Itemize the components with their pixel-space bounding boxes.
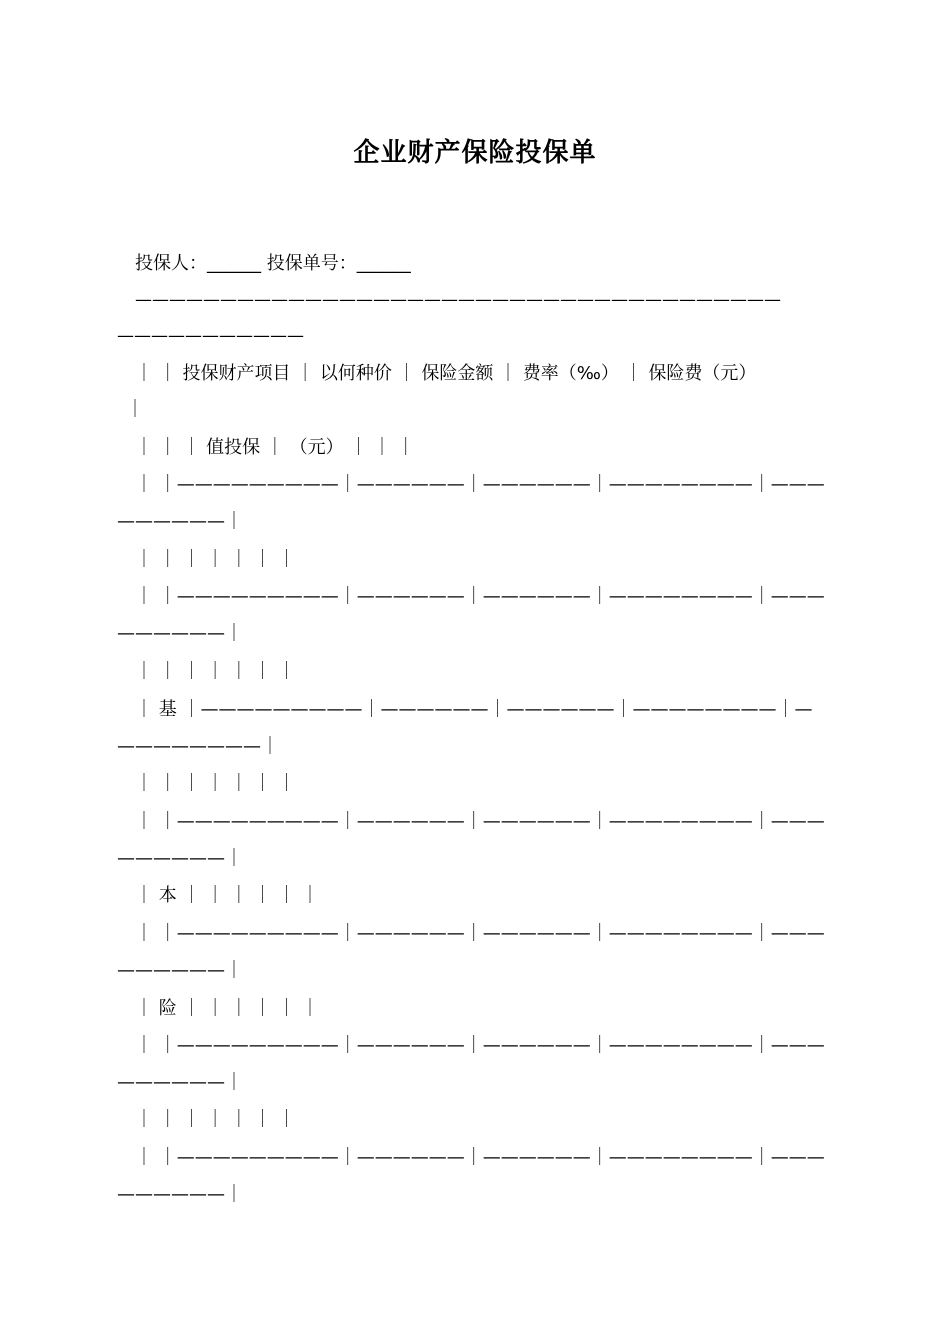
table-header-row-continued: ｜: [126, 399, 144, 420]
table-row: ｜ ｜ ｜ ｜ ｜ ｜ ｜: [135, 661, 296, 682]
table-row: ｜ ｜ ｜ ｜ ｜ ｜ ｜: [135, 1109, 296, 1130]
table-row-xian: ｜ 险 ｜ ｜ ｜ ｜ ｜ ｜: [135, 998, 320, 1019]
table-row-divider: ｜ ｜—————————｜——————｜——————｜————————｜———: [135, 811, 825, 832]
page-title: 企业财产保险投保单: [353, 138, 597, 168]
table-row: ｜ ｜ ｜ ｜ ｜ ｜ ｜: [135, 549, 296, 570]
policyholder-line: 投保人：______ 投保单号：______: [135, 253, 411, 274]
table-row-divider-continued: ——————｜: [117, 960, 243, 981]
table-row-divider: ｜ ｜—————————｜——————｜——————｜————————｜———: [135, 1147, 825, 1168]
separator-line-continued: ———————————: [117, 326, 304, 346]
table-row-divider-continued: ——————｜: [117, 1072, 243, 1093]
table-row-divider-continued: ——————｜: [117, 623, 243, 644]
table-row-divider-continued: ————————｜: [117, 736, 279, 757]
separator-line: ——————————————————————————————————————: [135, 290, 781, 310]
table-row-divider: ｜ ｜—————————｜——————｜——————｜————————｜———: [135, 1035, 825, 1056]
table-row: ｜ ｜ ｜ ｜ ｜ ｜ ｜: [135, 773, 296, 794]
table-row-divider-continued: ——————｜: [117, 1184, 243, 1205]
table-row-divider: ｜ ｜—————————｜——————｜——————｜————————｜———: [135, 586, 825, 607]
table-row-divider: ｜ ｜—————————｜——————｜——————｜————————｜———: [135, 474, 825, 495]
table-row-divider-continued: ——————｜: [117, 848, 243, 869]
table-header-row-2: ｜ ｜ ｜ 值投保 ｜ （元） ｜ ｜ ｜: [135, 437, 415, 458]
table-row-divider: ｜ ｜—————————｜——————｜——————｜————————｜———: [135, 923, 825, 944]
table-row-divider-ji: ｜ 基 ｜—————————｜——————｜——————｜————————｜—: [135, 699, 813, 720]
table-row-divider-continued: ——————｜: [117, 511, 243, 532]
table-row-ben: ｜ 本 ｜ ｜ ｜ ｜ ｜ ｜: [135, 885, 320, 906]
table-header-row: ｜ ｜ 投保财产项目 ｜ 以何种价 ｜ 保险金额 ｜ 费率（‰） ｜ 保险费（元）: [135, 363, 757, 384]
